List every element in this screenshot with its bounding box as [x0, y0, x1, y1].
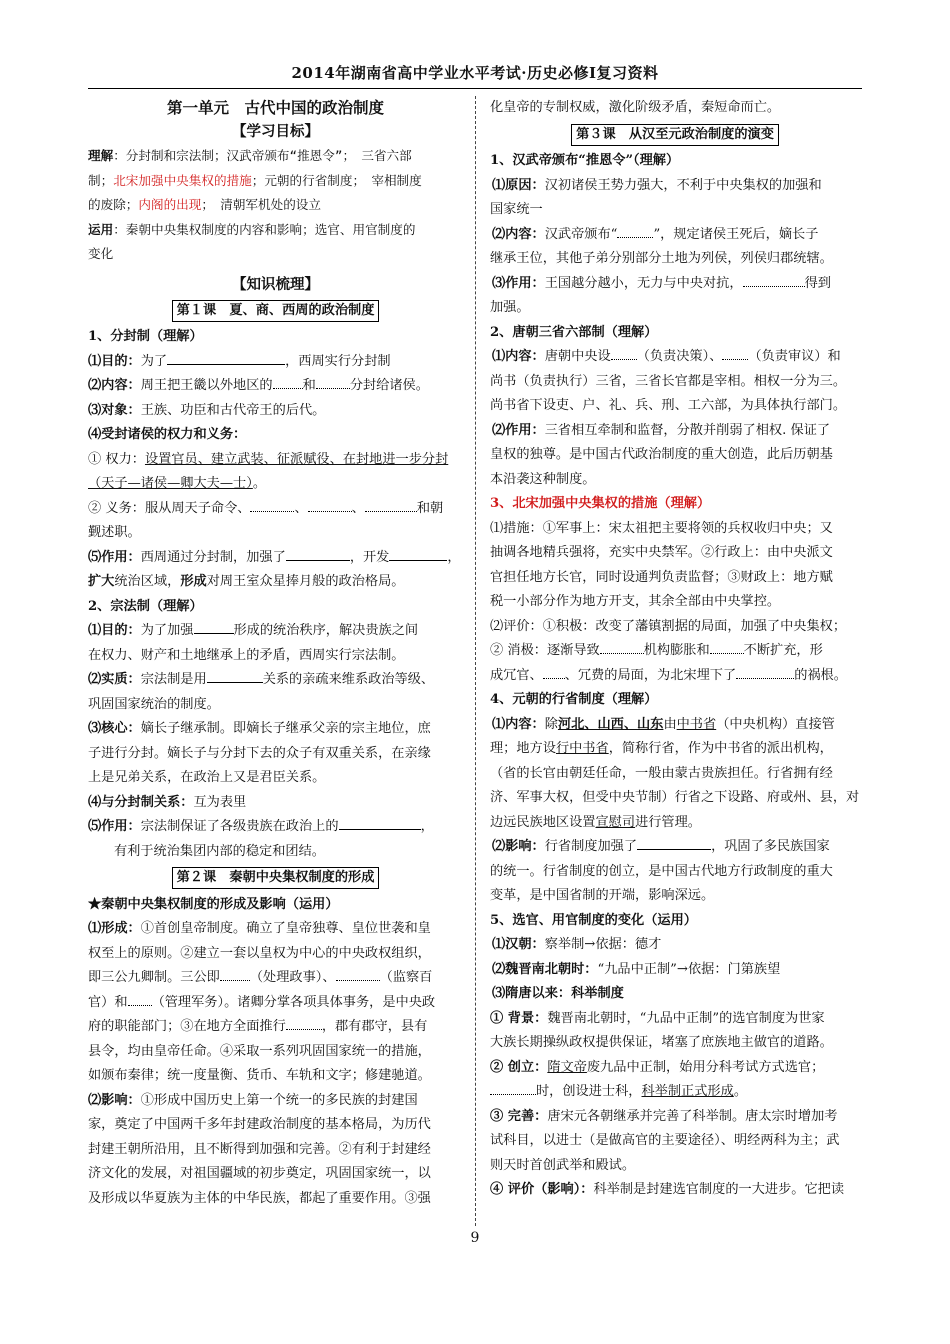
knowledge-heading: 【知识梳理】 [232, 275, 319, 293]
keju-founding-line2: 时，创设进士科，科举制正式形成。 [490, 1080, 860, 1105]
fenfeng-duties-line2: 觐述职。 [88, 525, 141, 540]
qin-formation-line3: 即三公九卿制。三公即 （处理政事）、 （监察百 [88, 966, 463, 991]
tuien-cause: ⑴原因：汉初诸侯王势力强大，不利于中央集权的加强和 [492, 177, 822, 193]
fenfeng-hierarchy: （天子—诸侯—卿大夫—士）。 [88, 476, 267, 491]
sansheng-content-line3: 尚书省下设吏、户、礼、兵、刑、工六部，为具体执行部门。 [490, 398, 847, 413]
keju-background: ① 背景：魏晋南北朝时，“九品中正制”的选官制度为世家 [490, 1010, 825, 1026]
fill-blank [339, 815, 421, 830]
qin-section-title: ★秦朝中央集权制度的形成及影响（运用） [88, 896, 339, 912]
fill-blank [128, 991, 152, 1006]
song-evaluation-line2: ② 消极：逐渐导致 机构膨胀和 不断扩充，形 [490, 639, 860, 664]
qin-impact-continued: 化皇帝的专制权威，激化阶级矛盾，秦短命而亡。 [490, 100, 781, 115]
qin-formation-line4: 官）和 （管理军务）。诸卿分掌各项具体事务，是中央政 [88, 991, 463, 1016]
fill-blank [617, 223, 653, 238]
fill-blank [250, 497, 294, 512]
goal-highlight-cabinet: 内阁的出现 [138, 197, 202, 212]
tuien-content: ⑵内容：汉武帝颁布“ ”，规定诸侯王死后，嫡长子 [490, 223, 860, 248]
section-zongfa-title: 2、宗法制（理解） [88, 598, 203, 614]
keju-founding: ② 创立：隋文帝废九品中正制，始用分科考试方式选官； [490, 1059, 825, 1075]
xuanguan-suitang: ⑶隋唐以来：科举制度 [492, 986, 624, 1001]
song-measures-line2: 抽调各地精兵强将，充实中央禁军。②行政上：由中央派文 [490, 545, 833, 560]
fill-blank [743, 272, 805, 287]
qin-impact-line4: 济文化的发展，对祖国疆域的初步奠定，巩固国家统一，以 [88, 1166, 431, 1181]
fill-blank [389, 546, 447, 561]
section-xuanguan-title: 5、选官、用官制度的变化（运用） [490, 912, 697, 928]
yuan-impact-line2: 的统一。行省制度的创立，是中国古代地方行政制度的重大 [490, 863, 833, 879]
tuien-effect-line2: 加强。 [490, 300, 530, 315]
fill-blank [286, 1015, 322, 1030]
fill-blank [611, 345, 637, 360]
column-divider [475, 96, 476, 1226]
fill-blank [543, 664, 565, 679]
qin-impact-line2: 家，奠定了中国两千多年封建政治制度的基本格局，为历代 [88, 1117, 431, 1132]
yuan-content-line4: 济、军事大权，但受中央节制）行省之下设路、府或州、县，对 [490, 790, 860, 805]
fenfeng-effect: ⑸作用：西周通过分封制，加强了 ，开发 ， [88, 546, 463, 571]
keju-background-line2: 大族长期操纵政权提供保证，堵塞了庶族地主做官的道路。 [490, 1035, 833, 1050]
sansheng-content-line2: 尚书（负责执行）三省，三省长官都是宰相。相权一分为三。 [490, 373, 847, 389]
song-measures-line3: 官担任地方长官，同时设通判负责监督；③财政上：地方赋 [490, 569, 833, 585]
section-yuan-title: 4、元朝的行省制度（理解） [490, 692, 658, 707]
xuanguan-weijin: ⑵魏晋南北朝时：“九品中正制”→依据：门第族望 [492, 961, 781, 977]
sansheng-effect-line3: 本沿袭这种制度。 [490, 471, 596, 487]
header-rule [88, 88, 862, 89]
yuan-content: ⑴内容：除河北、山西、山东由中书省（中央机构）直接管 [492, 716, 835, 732]
fenfeng-duties: ② 义务：服从周天子命令、 、 、 和朝 [88, 497, 463, 522]
goals-apply-line2: 变化 [88, 246, 114, 261]
section-fenfeng-title: 1、分封制（理解） [88, 329, 203, 344]
tuien-cause-line2: 国家统一 [490, 202, 543, 217]
zongfa-relation: ⑷与分封制关系：互为表里 [88, 794, 247, 810]
yuan-impact: ⑵影响：行省制度加强了 ，巩固了多民族国家 [490, 835, 860, 860]
goals-apply: 运用：秦朝中央集权制度的内容和影响；选官、用官制度的 [88, 221, 416, 237]
goals-understand-line2: 制；北宋加强中央集权的措施；元朝的行省制度； 宰相制度 [88, 172, 422, 188]
fill-blank [710, 639, 744, 654]
section-song-title: 3、北宋加强中央集权的措施（理解） [490, 496, 711, 511]
sansheng-effect-line2: 皇权的独尊。是中国古代政治制度的重大创造，此后历朝基 [490, 447, 833, 462]
fenfeng-purpose: ⑴目的：为了 ，西周实行分封制 [88, 350, 463, 375]
zongfa-effect-line2: 有利于统治集团内部的稳定和团结。 [114, 843, 325, 859]
song-measures-line4: 税一小部分作为地方开支，其余全部由中央掌控。 [490, 594, 781, 609]
zongfa-core-line3: 上是兄弟关系，在政治上又是君臣关系。 [88, 770, 326, 785]
qin-formation-line6: 县令，均由皇帝任命。④采取一系列巩固国家统一的措施， [88, 1043, 431, 1059]
keju-perfection: ③ 完善：唐宋元各朝继承并完善了科举制。唐太宗时增加考 [490, 1108, 838, 1124]
zongfa-effect: ⑸作用：宗法制保证了各级贵族在政治上的 ， [88, 815, 463, 840]
left-column [88, 96, 463, 1211]
goals-heading: 【学习目标】 [232, 123, 319, 140]
fill-blank [336, 966, 380, 981]
xuanguan-han: ⑴汉朝：察举制→依据：德才 [492, 937, 662, 952]
goals-understand: 理解：分封制和宗法制；汉武帝颁布“推恩令”； 三省六部 [88, 148, 412, 163]
fill-blank [365, 497, 417, 512]
yuan-content-line5: 边远民族地区设置宣慰司进行管理。 [490, 814, 701, 830]
unit-title: 第一单元 古代中国的政治制度 [166, 98, 384, 117]
song-measures: ⑴措施：①军事上：宋太祖把主要将领的兵权收归中央；又 [490, 520, 833, 536]
page-number: 9 [470, 1230, 480, 1246]
fill-blank [286, 546, 350, 561]
section-sansheng-title: 2、唐朝三省六部制（理解） [490, 324, 658, 340]
fenfeng-rights: ① 权力：设置官员、建立武装、征派赋役、在封地进一步分封 [88, 451, 449, 467]
page-header: 2014年湖南省高中学业水平考试·历史必修Ⅰ复习资料 [291, 64, 659, 82]
keju-perfection-line2: 试科目，以进士（是做高官的主要途径）、明经两科为主；武 [490, 1133, 840, 1148]
yuan-impact-line3: 变革，是中国省制的开端，影响深远。 [490, 888, 715, 903]
tuien-effect: ⑶作用：王国越分越小，无力与中央对抗， 得到 [490, 272, 860, 297]
lesson-3-title: 第３课 从汉至元政治制度的演变 [490, 123, 860, 148]
qin-formation-line5: 府的职能部门；③在地方全面推行 ，郡有郡守，县有 [88, 1015, 463, 1040]
zongfa-core: ⑶核心：嫡长子继承制。即嫡长子继承父亲的宗主地位，庶 [88, 721, 431, 736]
keju-evaluation: ④ 评价（影响）：科举制是封建选官制度的一大进步。它把读 [490, 1182, 845, 1197]
fill-blank [316, 374, 350, 389]
lesson-1-title: 第１课 夏、商、西周的政治制度 [88, 299, 463, 324]
zongfa-essence-line2: 巩固国家统治的制度。 [88, 696, 220, 712]
goals-understand-line3: 的废除；内阁的出现； 清朝军机处的设立 [88, 197, 321, 212]
zongfa-purpose: ⑴目的：为了加强 形成的统治秩序，解决贵族之间 [88, 619, 463, 644]
yuan-content-line2: 理；地方设行中书省，简称行省，作为中书省的派出机构， [490, 741, 833, 756]
fill-blank [167, 350, 285, 365]
right-column [490, 96, 860, 1203]
sansheng-effect: ⑵作用：三省相互牵制和监督，分散并削弱了相权. 保证了 [492, 422, 831, 438]
yuan-content-line3: （省的长官由朝廷任命，一般由蒙古贵族担任。行省拥有经 [490, 765, 833, 781]
keju-perfection-line3: 则天时首创武举和殿试。 [490, 1157, 636, 1173]
qin-formation-line7: 如颁布秦律；统一度量衡、货币、车轨和文字；修建驰道。 [88, 1068, 431, 1083]
fill-blank [736, 664, 794, 679]
fenfeng-rights-title: ⑷受封诸侯的权力和义务： [88, 427, 247, 442]
qin-impact-line3: 封建王朝所沿用，且不断得到加强和完善。②有利于封建经 [88, 1141, 431, 1157]
zongfa-essence: ⑵实质：宗法制是用 关系的亲疏来维系政治等级、 [88, 668, 463, 693]
fill-blank [600, 639, 644, 654]
tuien-content-line2: 继承王位，其他子弟分别部分土地为列侯，列侯归郡统辖。 [490, 251, 833, 266]
song-evaluation-line3: 成冗官、 、冗费的局面，为北宋埋下了 的祸根。 [490, 664, 860, 689]
fill-blank [273, 374, 303, 389]
fill-blank [490, 1080, 536, 1095]
fill-blank [308, 497, 352, 512]
fenfeng-content: ⑵内容：周王把王畿以外地区的 和 分封给诸侯。 [88, 374, 463, 399]
fill-blank [722, 345, 748, 360]
song-evaluation: ⑵评价：①积极：改变了藩镇割据的局面，加强了中央集权； [490, 618, 847, 634]
zongfa-purpose-line2: 在权力、财产和土地继承上的矛盾，西周实行宗法制。 [88, 647, 405, 663]
lesson-2-title: 第２课 秦朝中央集权制度的形成 [88, 866, 463, 891]
fill-blank [220, 966, 250, 981]
fill-blank [194, 619, 234, 634]
fill-blank [637, 835, 711, 850]
qin-impact: ⑵影响：①形成中国历史上第一个统一的多民族的封建国 [88, 1092, 418, 1108]
section-tuien-title: 1、汉武帝颁布“推恩令”（理解） [490, 153, 680, 168]
zongfa-core-line2: 子进行分封。嫡长子与分封下去的众子有双重关系，在亲缘 [88, 745, 431, 761]
sansheng-content: ⑴内容：唐朝中央设 （负责决策）、 （负责审议）和 [490, 345, 860, 370]
fenfeng-target: ⑶对象：王族、功臣和古代帝王的后代。 [88, 402, 326, 418]
qin-impact-line5: 及形成以华夏族为主体的中华民族，都起了重要作用。③强 [88, 1190, 431, 1206]
fenfeng-effect-line2: 扩大统治区域，形成对周王室众星捧月般的政治格局。 [88, 574, 405, 589]
fill-blank [207, 668, 263, 683]
goal-highlight-song: 北宋加强中央集权的措施 [113, 172, 252, 188]
qin-formation: ⑴形成：①首创皇帝制度。确立了皇帝独尊、皇位世袭和皇 [88, 921, 431, 936]
qin-formation-line2: 权至上的原则。②建立一套以皇权为中心的中央政权组织， [88, 945, 431, 961]
